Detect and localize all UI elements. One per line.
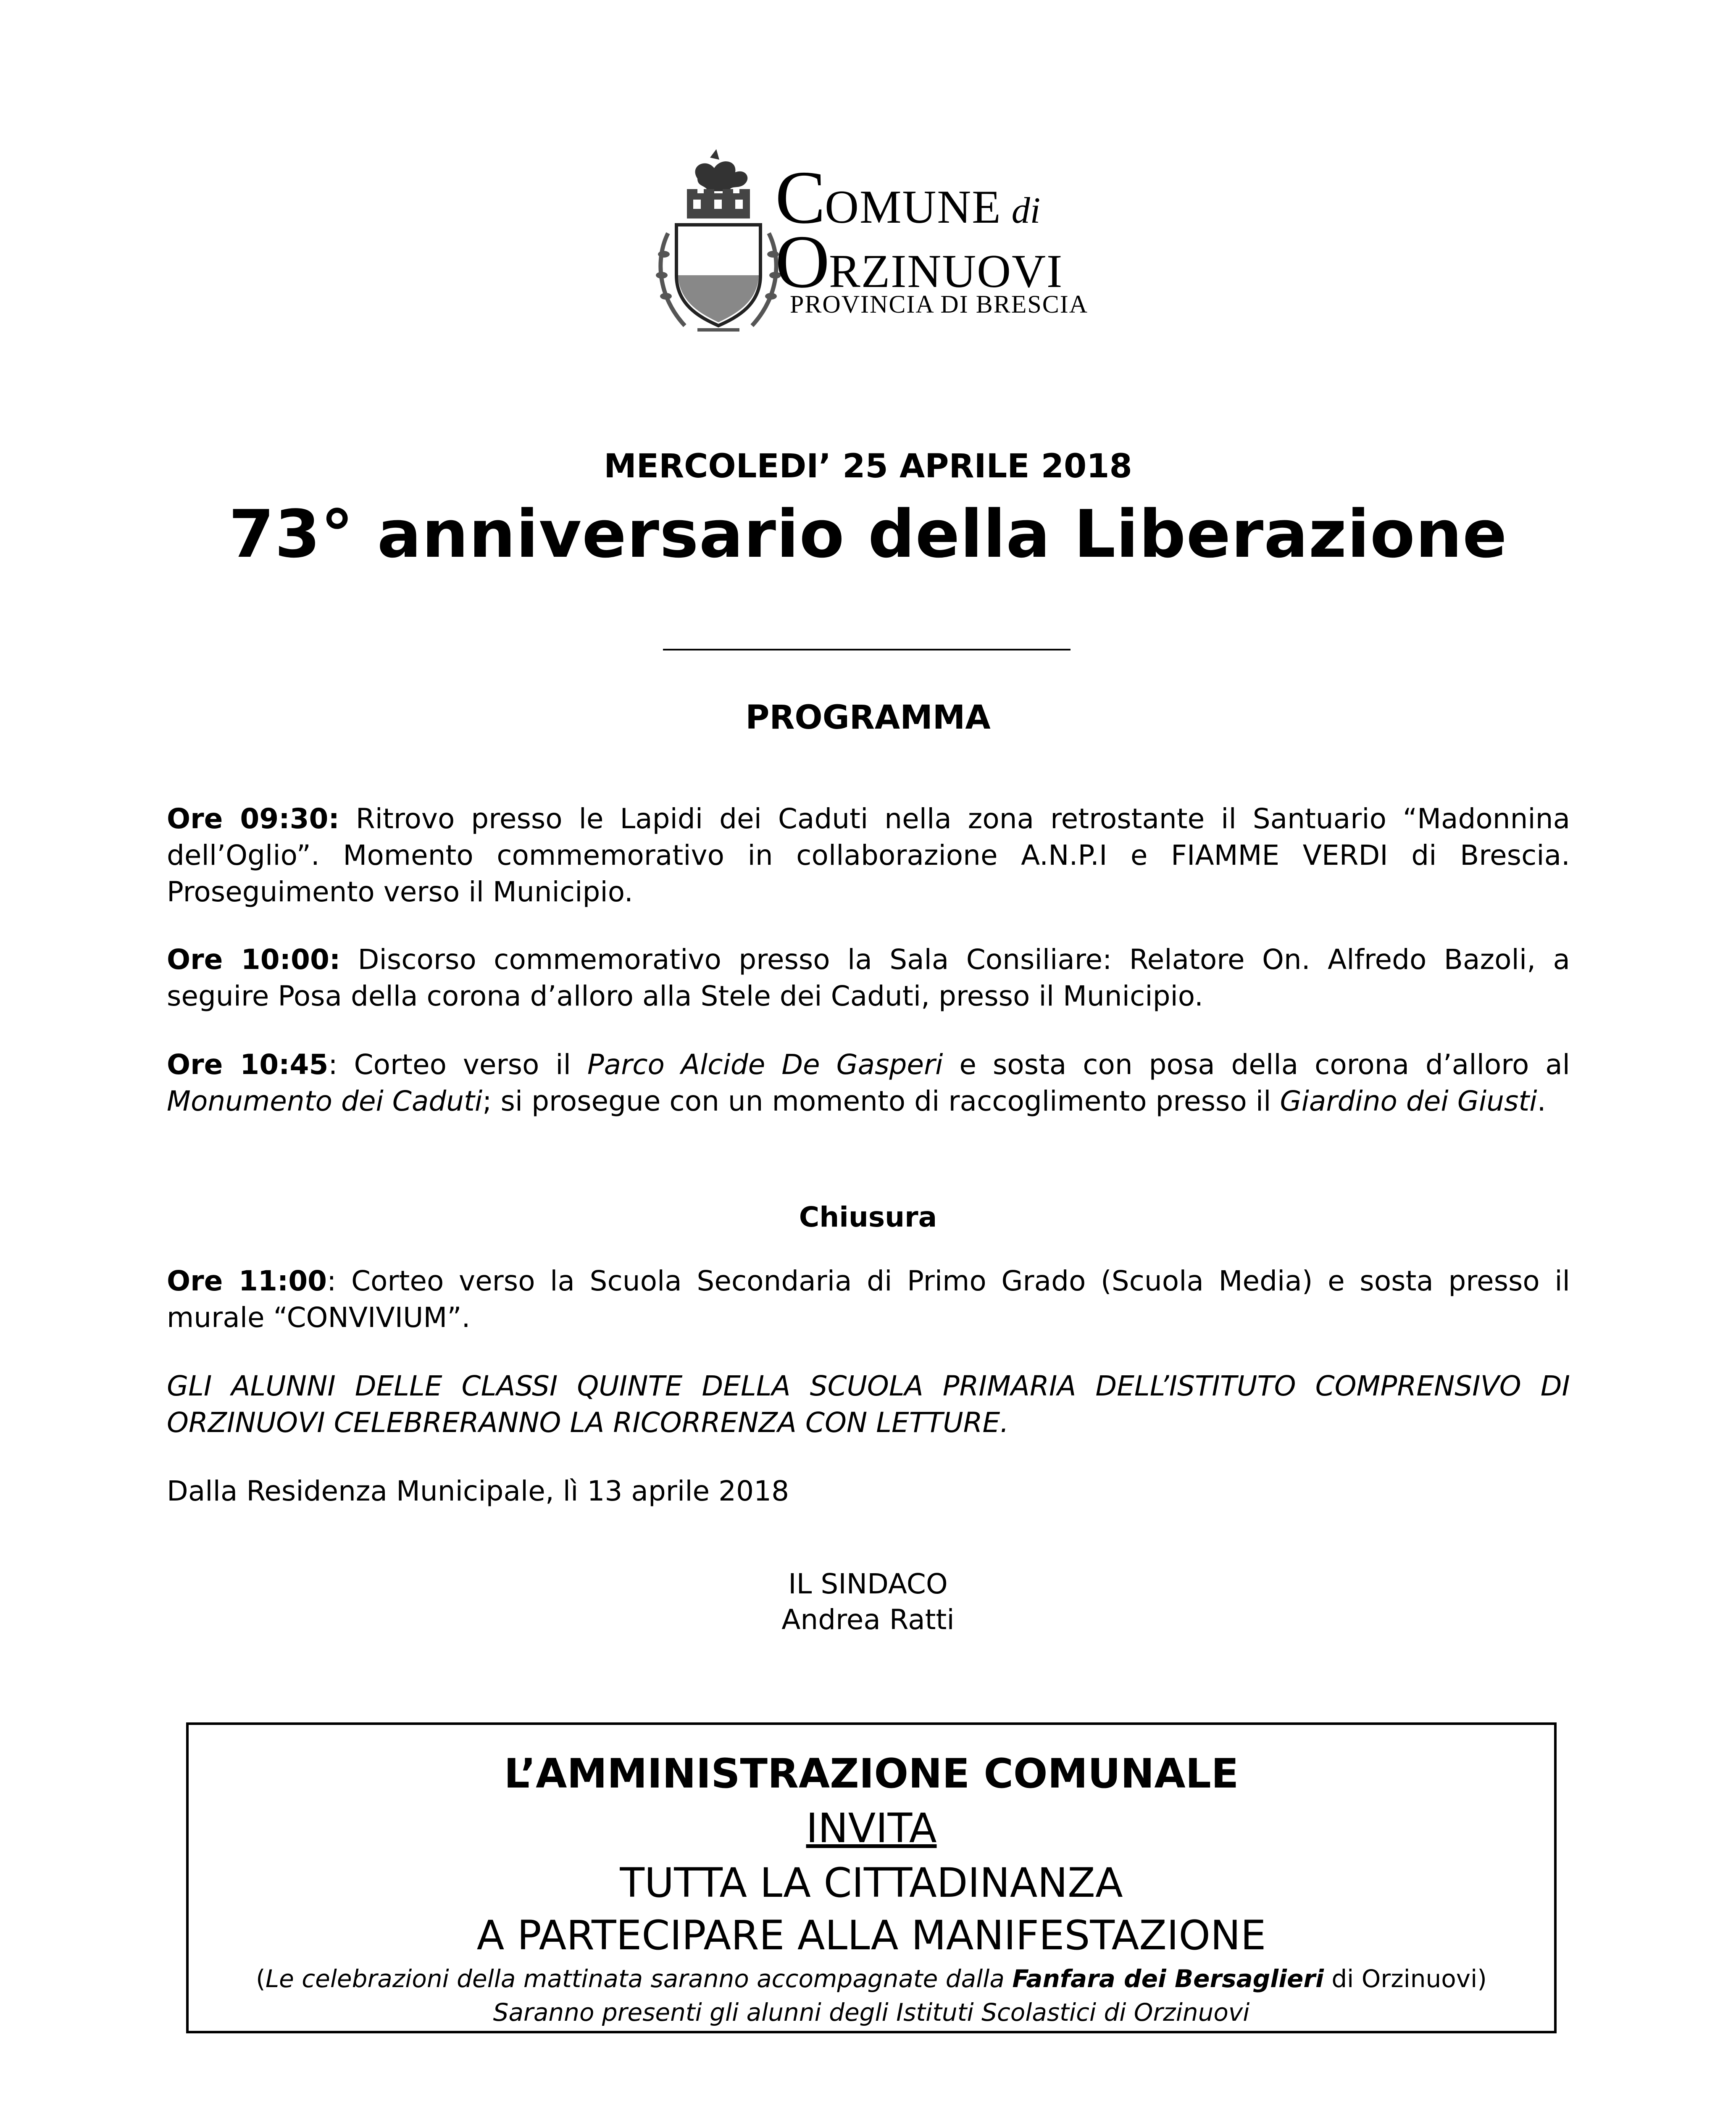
invitation-box <box>186 1722 1557 2033</box>
program-item-0930 <box>167 800 1570 910</box>
place-monumento: Monumento dei Caduti <box>167 1085 483 1117</box>
section-heading-chiusura: Chiusura <box>799 1201 937 1233</box>
signature-role: IL SINDACO <box>788 1568 948 1600</box>
invite-line-amministrazione: L’AMMINISTRAZIONE COMUNALE <box>504 1750 1239 1797</box>
program-description: e sosta con posa della corona d’alloro al <box>943 1048 1570 1081</box>
program-time: Ore 11:00 <box>167 1265 327 1297</box>
program-description: ; si prosegue con un momento di raccoglimento presso il <box>482 1085 1280 1117</box>
program-item-1045 <box>167 1046 1570 1119</box>
invite-line-alunni: Saranno presenti gli alunni degli Istituti Scolastici di Orzinuovi <box>493 1998 1250 2027</box>
divider-line <box>663 649 1071 650</box>
program-description: Discorso commemorativo presso la Sala Consiliare: Relatore On. Alfredo Bazoli, a seguire Posa della corona d’alloro alla Stele dei Caduti, presso il Municipio. <box>167 943 1570 1012</box>
section-heading-programma: PROGRAMMA <box>745 699 991 737</box>
invite-line-cittadinanza: TUTTA LA CITTADINANZA <box>620 1859 1123 1906</box>
logo-word-comune: OMUNE <box>825 181 1002 233</box>
program-time: Ore 09:30: <box>167 803 339 835</box>
program-description: : Corteo verso la Scuola Secondaria di Primo Grado (Scuola Media) e sosta presso il murale “CONVIVIUM”. <box>167 1265 1570 1334</box>
signature-name: Andrea Ratti <box>781 1603 955 1636</box>
program-description: . <box>1537 1085 1546 1117</box>
invite-fanfara-text: Le celebrazioni della mattinata saranno accompagnate dalla <box>265 1964 1013 1993</box>
program-description: Ritrovo presso le Lapidi dei Caduti nella zona retrostante il Santuario “Madonnina dell’Oglio”. Momento commemorativo in collaborazione A.N.P.I e FIAMME VERDI di Brescia. Proseguimento verso il Municipio. <box>167 803 1570 908</box>
students-note: GLI ALUNNI DELLE CLASSI QUINTE DELLA SCUOLA PRIMARIA DELL’ISTITUTO COMPRENSIVO DI ORZINUOVI CELEBRERANNO LA RICORRENZA CON LETTURE. <box>167 1370 1570 1439</box>
page-title: 73° anniversario della Liberazione <box>229 496 1507 572</box>
municipality-logo <box>647 149 1092 338</box>
invite-line-fanfara <box>189 1964 1554 1993</box>
event-date: MERCOLEDI’ 25 APRILE 2018 <box>604 448 1132 485</box>
place-parco: Parco Alcide De Gasperi <box>587 1048 943 1081</box>
issue-place-date: Dalla Residenza Municipale, lì 13 aprile 2018 <box>167 1475 789 1507</box>
logo-initial-o: O <box>775 220 829 303</box>
logo-word-di: di <box>1011 190 1041 231</box>
invite-line-partecipare: A PARTECIPARE ALLA MANIFESTAZIONE <box>476 1912 1266 1959</box>
program-description: : Corteo verso il <box>328 1048 587 1081</box>
logo-line-orzinuovi <box>775 220 1063 303</box>
logo-wordmark <box>765 149 1101 338</box>
program-time: Ore 10:00: <box>167 943 341 976</box>
logo-line-provincia: PROVINCIA DI BRESCIA <box>790 290 1089 318</box>
logo-word-orzinuovi: RZINUOVI <box>829 245 1063 298</box>
paren-open: ( <box>256 1964 266 1993</box>
invite-fanfara-name: Fanfara dei Bersaglieri <box>1012 1964 1324 1993</box>
invite-line-invita: INVITA <box>806 1805 937 1852</box>
program-item-1100 <box>167 1263 1570 1336</box>
logo-initial-c: C <box>775 155 825 239</box>
signature-block <box>0 1566 1736 1638</box>
place-giardino: Giardino dei Giusti <box>1280 1085 1537 1117</box>
program-time: Ore 10:45 <box>167 1048 329 1081</box>
program-item-1000 <box>167 941 1570 1014</box>
invite-fanfara-origin: di Orzinuovi) <box>1323 1964 1487 1993</box>
